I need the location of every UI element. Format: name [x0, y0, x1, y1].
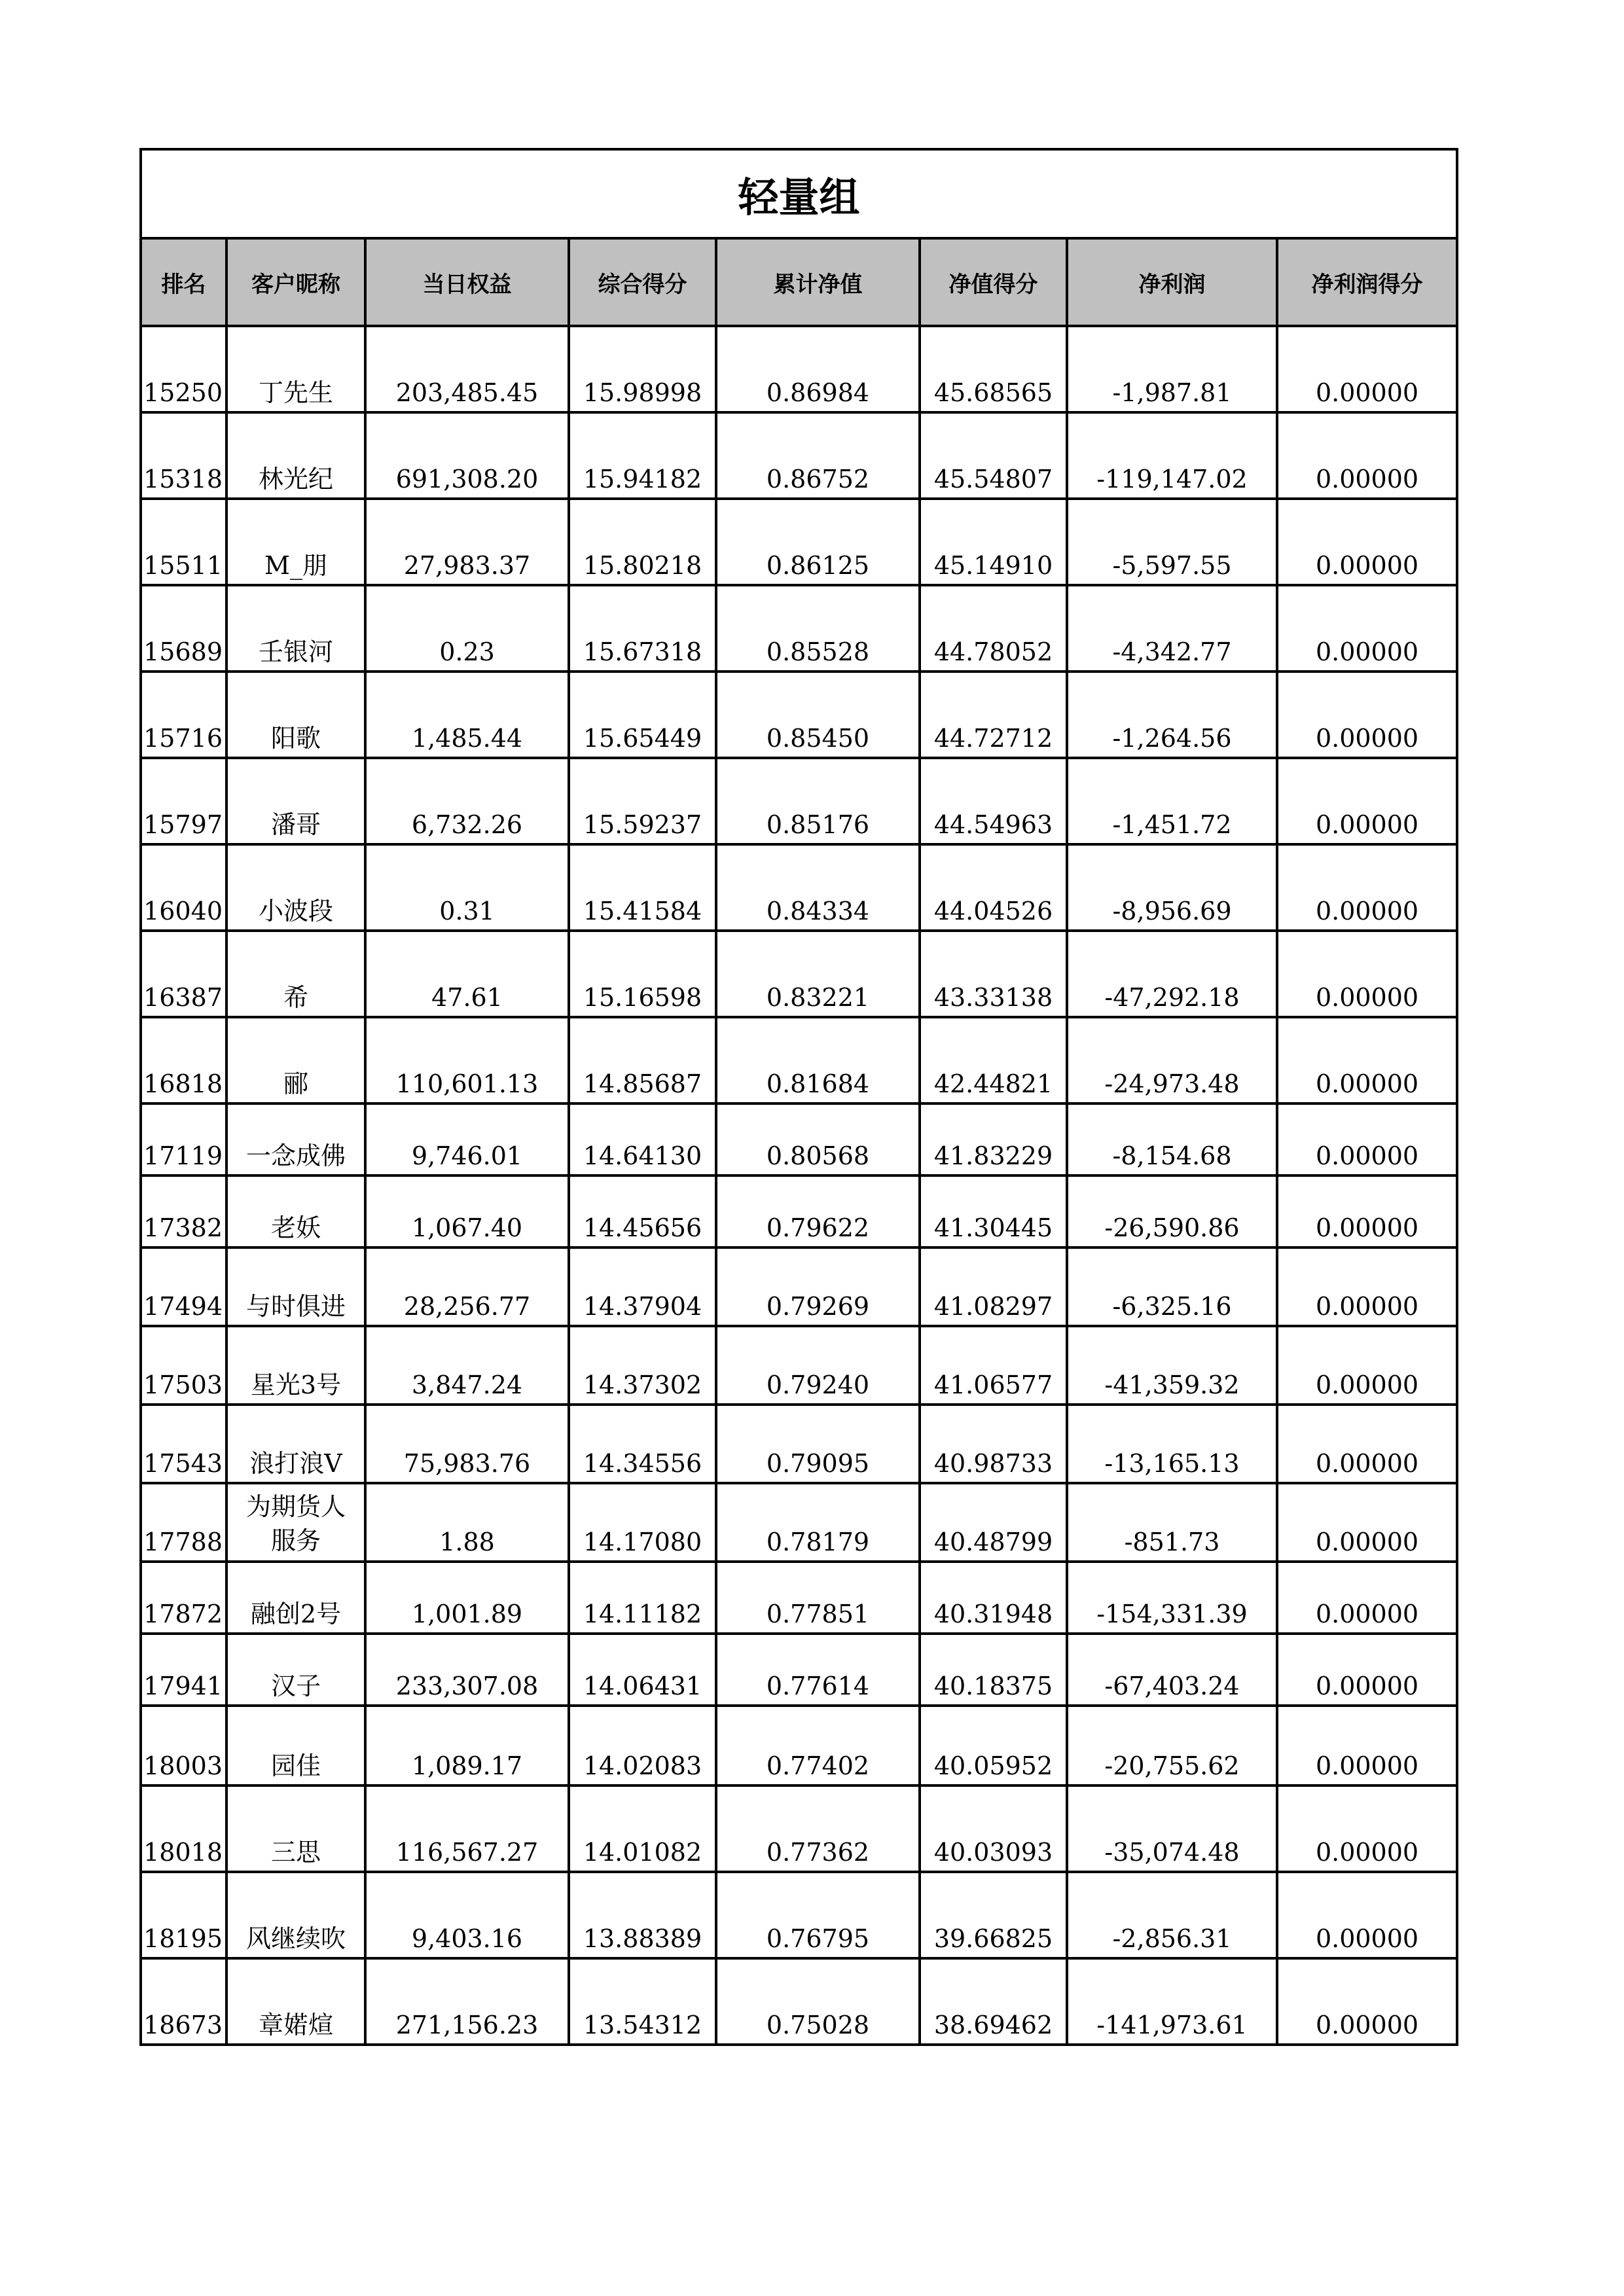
row-score: 14.11182: [569, 1562, 716, 1634]
row-score: 14.37302: [569, 1326, 716, 1405]
row-equity: 1,485.44: [365, 672, 569, 758]
table-body: [141, 326, 1457, 2045]
row-profit: -119,147.02: [1067, 412, 1277, 499]
row-nav-score: 45.54807: [920, 412, 1067, 499]
row-nav: 0.76795: [716, 1872, 920, 1958]
col-header-nickname: 客户昵称: [226, 238, 365, 326]
row-profit: -20,755.62: [1067, 1706, 1277, 1785]
row-nav: 0.79095: [716, 1405, 920, 1483]
row-profit: -141,973.61: [1067, 1958, 1277, 2045]
table-row: [141, 1958, 1457, 2045]
row-profit: -154,331.39: [1067, 1562, 1277, 1634]
row-rank: 15797: [141, 758, 226, 844]
row-profit-score: 0.00000: [1277, 931, 1457, 1017]
row-rank: 15250: [141, 326, 226, 412]
row-profit-score: 0.00000: [1277, 1706, 1457, 1785]
table-row: [141, 931, 1457, 1017]
row-score: 14.01082: [569, 1785, 716, 1872]
row-rank: 17119: [141, 1103, 226, 1175]
row-rank: 17543: [141, 1405, 226, 1483]
row-profit: -5,597.55: [1067, 499, 1277, 585]
row-score: 13.88389: [569, 1872, 716, 1958]
table-row: [141, 1483, 1457, 1562]
row-equity: 75,983.76: [365, 1405, 569, 1483]
table-row: [141, 1562, 1457, 1634]
row-equity: 233,307.08: [365, 1634, 569, 1706]
row-score: 14.45656: [569, 1175, 716, 1247]
row-equity: 3,847.24: [365, 1326, 569, 1405]
row-score: 13.54312: [569, 1958, 716, 2045]
row-nickname: 汉子: [226, 1634, 365, 1706]
row-equity: 27,983.37: [365, 499, 569, 585]
table-row: [141, 585, 1457, 672]
col-header-score: 综合得分: [569, 238, 716, 326]
row-equity: 28,256.77: [365, 1247, 569, 1326]
row-nav: 0.86752: [716, 412, 920, 499]
row-nav-score: 40.18375: [920, 1634, 1067, 1706]
row-nav: 0.79269: [716, 1247, 920, 1326]
row-rank: 16387: [141, 931, 226, 1017]
row-profit-score: 0.00000: [1277, 1872, 1457, 1958]
row-profit-score: 0.00000: [1277, 672, 1457, 758]
row-nav-score: 40.05952: [920, 1706, 1067, 1785]
row-profit: -1,987.81: [1067, 326, 1277, 412]
row-rank: 16818: [141, 1017, 226, 1103]
col-header-rank: 排名: [141, 238, 226, 326]
row-profit-score: 0.00000: [1277, 758, 1457, 844]
row-nav-score: 45.68565: [920, 326, 1067, 412]
row-profit-score: 0.00000: [1277, 844, 1457, 931]
table-row: [141, 1405, 1457, 1483]
row-profit-score: 0.00000: [1277, 1103, 1457, 1175]
row-score: 14.34556: [569, 1405, 716, 1483]
row-score: 14.37904: [569, 1247, 716, 1326]
row-nav-score: 44.78052: [920, 585, 1067, 672]
row-score: 15.16598: [569, 931, 716, 1017]
col-header-profit-score: 净利润得分: [1277, 238, 1457, 326]
row-nav-score: 41.08297: [920, 1247, 1067, 1326]
row-profit-score: 0.00000: [1277, 1405, 1457, 1483]
row-nickname: 郦: [226, 1017, 365, 1103]
table-row: [141, 1017, 1457, 1103]
row-nickname: 一念成佛: [226, 1103, 365, 1175]
row-nickname: 园佳: [226, 1706, 365, 1785]
row-profit-score: 0.00000: [1277, 1958, 1457, 2045]
row-equity: 0.31: [365, 844, 569, 931]
row-score: 15.94182: [569, 412, 716, 499]
row-nickname: 浪打浪V: [226, 1405, 365, 1483]
row-rank: 17788: [141, 1483, 226, 1562]
table-row: [141, 1872, 1457, 1958]
row-profit: -8,154.68: [1067, 1103, 1277, 1175]
col-header-equity: 当日权益: [365, 238, 569, 326]
row-nav: 0.80568: [716, 1103, 920, 1175]
row-profit-score: 0.00000: [1277, 585, 1457, 672]
ranking-table: [139, 148, 1458, 2046]
row-profit-score: 0.00000: [1277, 326, 1457, 412]
row-nickname: 为期货人 服务: [226, 1483, 365, 1562]
row-profit: -24,973.48: [1067, 1017, 1277, 1103]
col-header-nav-score: 净值得分: [920, 238, 1067, 326]
row-nav-score: 43.33138: [920, 931, 1067, 1017]
row-equity: 1,089.17: [365, 1706, 569, 1785]
row-nav-score: 44.72712: [920, 672, 1067, 758]
row-rank: 17503: [141, 1326, 226, 1405]
row-nav: 0.85450: [716, 672, 920, 758]
row-score: 15.80218: [569, 499, 716, 585]
row-nav: 0.86984: [716, 326, 920, 412]
row-nickname: 壬银河: [226, 585, 365, 672]
row-profit: -6,325.16: [1067, 1247, 1277, 1326]
row-nickname: 风继续吹: [226, 1872, 365, 1958]
row-profit: -1,264.56: [1067, 672, 1277, 758]
row-score: 15.41584: [569, 844, 716, 931]
row-score: 14.06431: [569, 1634, 716, 1706]
row-rank: 18673: [141, 1958, 226, 2045]
row-nickname: 与时俱进: [226, 1247, 365, 1326]
table-row: [141, 1785, 1457, 1872]
row-profit: -4,342.77: [1067, 585, 1277, 672]
row-nav: 0.79240: [716, 1326, 920, 1405]
table-row: [141, 1103, 1457, 1175]
header-row: [141, 238, 1457, 326]
row-rank: 18003: [141, 1706, 226, 1785]
row-equity: 47.61: [365, 931, 569, 1017]
row-nav-score: 40.03093: [920, 1785, 1067, 1872]
row-nickname: 融创2号: [226, 1562, 365, 1634]
row-equity: 1.88: [365, 1483, 569, 1562]
row-nav: 0.77614: [716, 1634, 920, 1706]
row-nav-score: 44.04526: [920, 844, 1067, 931]
row-nickname: M_朋: [226, 499, 365, 585]
table-row: [141, 326, 1457, 412]
row-profit: -1,451.72: [1067, 758, 1277, 844]
col-header-nav: 累计净值: [716, 238, 920, 326]
row-nickname: 阳歌: [226, 672, 365, 758]
row-profit-score: 0.00000: [1277, 412, 1457, 499]
row-equity: 9,746.01: [365, 1103, 569, 1175]
row-nav: 0.81684: [716, 1017, 920, 1103]
row-nickname: 三思: [226, 1785, 365, 1872]
row-nav-score: 41.83229: [920, 1103, 1067, 1175]
row-profit-score: 0.00000: [1277, 499, 1457, 585]
row-rank: 17941: [141, 1634, 226, 1706]
row-nav-score: 42.44821: [920, 1017, 1067, 1103]
row-profit: -26,590.86: [1067, 1175, 1277, 1247]
table-row: [141, 758, 1457, 844]
row-nickname: 潘哥: [226, 758, 365, 844]
row-profit-score: 0.00000: [1277, 1017, 1457, 1103]
row-profit: -47,292.18: [1067, 931, 1277, 1017]
row-nickname: 希: [226, 931, 365, 1017]
row-nav-score: 38.69462: [920, 1958, 1067, 2045]
row-score: 14.64130: [569, 1103, 716, 1175]
row-profit: -13,165.13: [1067, 1405, 1277, 1483]
row-equity: 116,567.27: [365, 1785, 569, 1872]
row-profit-score: 0.00000: [1277, 1785, 1457, 1872]
row-nav-score: 45.14910: [920, 499, 1067, 585]
row-equity: 691,308.20: [365, 412, 569, 499]
row-rank: 18018: [141, 1785, 226, 1872]
row-equity: 1,067.40: [365, 1175, 569, 1247]
row-nickname: 星光3号: [226, 1326, 365, 1405]
row-profit-score: 0.00000: [1277, 1483, 1457, 1562]
row-profit-score: 0.00000: [1277, 1634, 1457, 1706]
row-nav: 0.84334: [716, 844, 920, 931]
row-profit: -35,074.48: [1067, 1785, 1277, 1872]
row-profit-score: 0.00000: [1277, 1562, 1457, 1634]
row-nav: 0.75028: [716, 1958, 920, 2045]
table-row: [141, 412, 1457, 499]
row-nav: 0.77402: [716, 1706, 920, 1785]
row-score: 14.17080: [569, 1483, 716, 1562]
row-equity: 9,403.16: [365, 1872, 569, 1958]
row-rank: 18195: [141, 1872, 226, 1958]
row-nav-score: 39.66825: [920, 1872, 1067, 1958]
row-score: 15.59237: [569, 758, 716, 844]
row-equity: 1,001.89: [365, 1562, 569, 1634]
row-rank: 17382: [141, 1175, 226, 1247]
row-nav: 0.83221: [716, 931, 920, 1017]
row-score: 14.85687: [569, 1017, 716, 1103]
row-rank: 17494: [141, 1247, 226, 1326]
table-title: 轻量组: [141, 149, 1457, 238]
row-score: 15.67318: [569, 585, 716, 672]
row-rank: 15689: [141, 585, 226, 672]
table-row: [141, 672, 1457, 758]
row-equity: 110,601.13: [365, 1017, 569, 1103]
row-rank: 15716: [141, 672, 226, 758]
row-nav-score: 41.06577: [920, 1326, 1067, 1405]
row-nav: 0.85528: [716, 585, 920, 672]
row-profit-score: 0.00000: [1277, 1326, 1457, 1405]
row-nav: 0.77362: [716, 1785, 920, 1872]
row-nav-score: 44.54963: [920, 758, 1067, 844]
row-profit: -851.73: [1067, 1483, 1277, 1562]
row-nickname: 林光纪: [226, 412, 365, 499]
row-profit: -8,956.69: [1067, 844, 1277, 931]
row-nickname: 老妖: [226, 1175, 365, 1247]
row-profit-score: 0.00000: [1277, 1175, 1457, 1247]
row-nav: 0.77851: [716, 1562, 920, 1634]
row-profit: -41,359.32: [1067, 1326, 1277, 1405]
row-nav: 0.86125: [716, 499, 920, 585]
row-profit: -67,403.24: [1067, 1634, 1277, 1706]
row-nickname: 章婼煊: [226, 1958, 365, 2045]
row-nav-score: 40.98733: [920, 1405, 1067, 1483]
row-nickname: 丁先生: [226, 326, 365, 412]
row-rank: 17872: [141, 1562, 226, 1634]
row-profit: -2,856.31: [1067, 1872, 1277, 1958]
row-rank: 16040: [141, 844, 226, 931]
row-nav-score: 40.48799: [920, 1483, 1067, 1562]
row-equity: 6,732.26: [365, 758, 569, 844]
row-profit-score: 0.00000: [1277, 1247, 1457, 1326]
table-row: [141, 1706, 1457, 1785]
row-equity: 0.23: [365, 585, 569, 672]
row-rank: 15318: [141, 412, 226, 499]
row-rank: 15511: [141, 499, 226, 585]
row-equity: 271,156.23: [365, 1958, 569, 2045]
table-row: [141, 844, 1457, 931]
row-nav-score: 41.30445: [920, 1175, 1067, 1247]
row-nav: 0.85176: [716, 758, 920, 844]
row-score: 14.02083: [569, 1706, 716, 1785]
table-row: [141, 499, 1457, 585]
row-score: 15.65449: [569, 672, 716, 758]
row-equity: 203,485.45: [365, 326, 569, 412]
table-row: [141, 1326, 1457, 1405]
table-row: [141, 1634, 1457, 1706]
col-header-profit: 净利润: [1067, 238, 1277, 326]
table-row: [141, 1247, 1457, 1326]
row-nav: 0.78179: [716, 1483, 920, 1562]
row-nickname: 小波段: [226, 844, 365, 931]
table-row: [141, 1175, 1457, 1247]
row-score: 15.98998: [569, 326, 716, 412]
row-nav: 0.79622: [716, 1175, 920, 1247]
row-nav-score: 40.31948: [920, 1562, 1067, 1634]
